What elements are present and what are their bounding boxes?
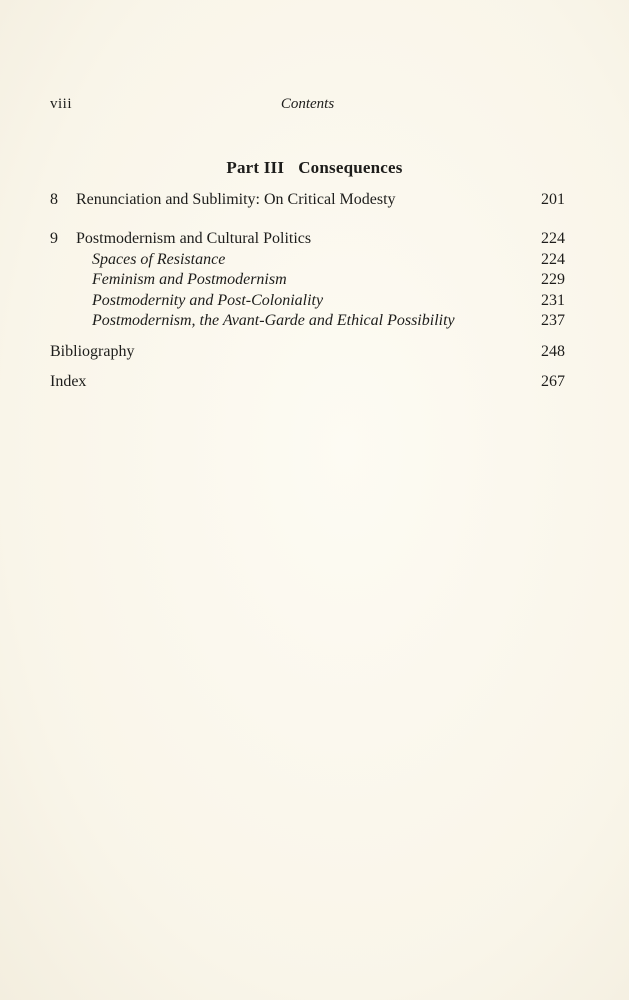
chapter-number: 8 [50, 191, 58, 208]
page-number: 248 [541, 343, 565, 360]
toc-subentry-feminism [50, 269, 565, 291]
entry-title: Bibliography [50, 343, 135, 360]
toc-subentry-post-coloniality [50, 290, 565, 312]
section-title: Feminism and Postmodernism [92, 271, 287, 288]
page-folio: viii [50, 96, 73, 112]
section-title: Postmodernism, the Avant-Garde and Ethical Possibility [92, 312, 455, 329]
part-heading [0, 158, 629, 178]
page-number: 224 [541, 230, 565, 247]
page-number: 201 [541, 191, 565, 208]
running-head [50, 96, 565, 116]
section-title: Postmodernity and Post-Coloniality [92, 292, 324, 309]
page-number: 224 [541, 251, 565, 268]
toc-entry-chapter-9 [50, 228, 565, 250]
toc-subentry-spaces-of-resistance [50, 249, 565, 271]
part-title: Consequences [298, 158, 403, 177]
chapter-title: Postmodernism and Cultural Politics [76, 230, 312, 247]
entry-title: Index [50, 373, 87, 390]
part-label: Part III [226, 158, 285, 177]
toc-entry-index [50, 371, 565, 393]
page-number: 229 [541, 271, 565, 288]
toc-entry-chapter-8 [50, 189, 565, 211]
section-title: Spaces of Resistance [92, 251, 226, 268]
chapter-number: 9 [50, 230, 58, 247]
toc-entry-bibliography [50, 341, 565, 363]
page-number: 267 [541, 373, 565, 390]
page-number: 231 [541, 292, 565, 309]
running-title: Contents [280, 96, 335, 112]
page-number: 237 [541, 312, 565, 329]
toc-subentry-avant-garde [50, 310, 565, 332]
chapter-title: Renunciation and Sublimity: On Critical Modesty [76, 191, 396, 208]
